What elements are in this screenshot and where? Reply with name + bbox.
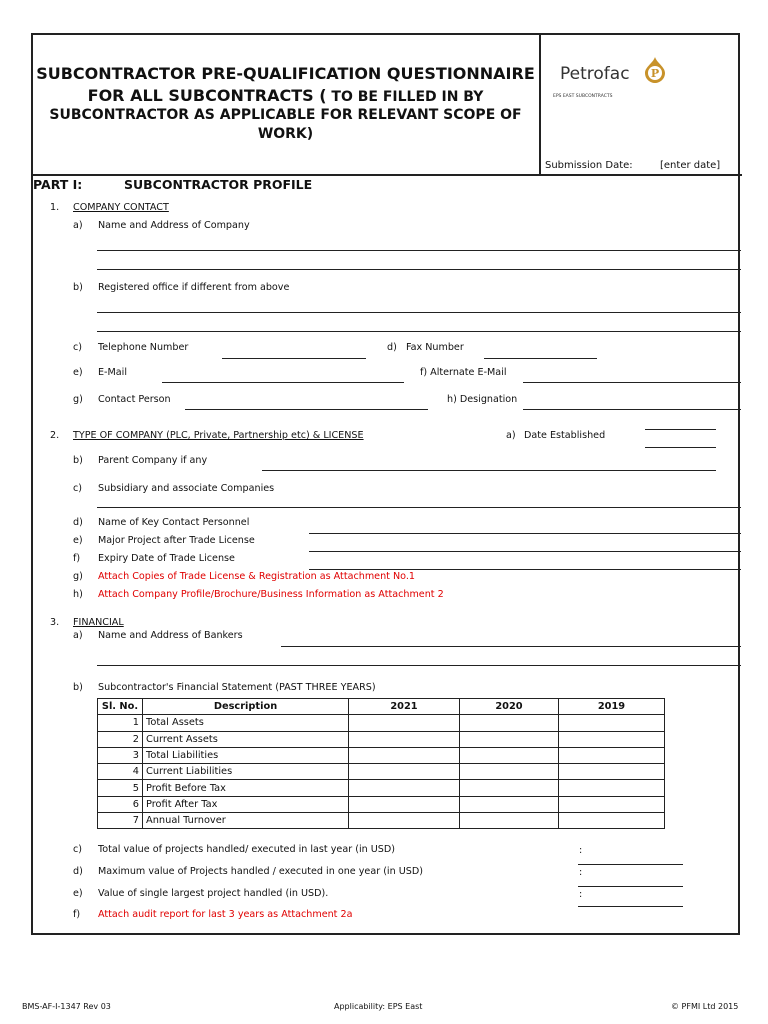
email-field[interactable] xyxy=(162,382,404,383)
license-expiry-label: Expiry Date of Trade License xyxy=(98,553,235,564)
telephone-label: Telephone Number xyxy=(98,342,189,353)
table-row xyxy=(98,813,665,829)
title-line-2a: FOR ALL SUBCONTRACTS ( xyxy=(87,86,327,105)
cell-2020[interactable] xyxy=(460,780,559,796)
cell-2020[interactable] xyxy=(460,796,559,812)
cell-2019[interactable] xyxy=(559,796,665,812)
key-contact-label: Name of Key Contact Personnel xyxy=(98,517,250,528)
s3-b-label: b) xyxy=(73,682,83,693)
title-line-4: WORK) xyxy=(257,126,314,142)
largest-project-field[interactable] xyxy=(578,906,683,907)
cell-2019[interactable] xyxy=(559,764,665,780)
alternate-email-field[interactable] xyxy=(523,382,741,383)
contact-person-label: Contact Person xyxy=(98,394,171,405)
part-title: SUBCONTRACTOR PROFILE xyxy=(124,177,313,192)
registered-office-line-1[interactable] xyxy=(97,312,741,313)
s3-e-label: e) xyxy=(73,888,83,899)
s3-c-label: c) xyxy=(73,844,83,855)
s2-f-label: f) xyxy=(73,553,81,564)
row-number: 3 xyxy=(98,747,143,763)
footer-applicability: Applicability: EPS East xyxy=(334,1002,423,1011)
title-line-1: SUBCONTRACTOR PRE-QUALIFICATION QUESTIONNAIRE xyxy=(36,64,535,83)
fax-field[interactable] xyxy=(484,358,597,359)
header-sl-no: Sl. No. xyxy=(98,699,143,715)
section-3-title: FINANCIAL xyxy=(73,617,124,628)
subsidiary-label: Subsidiary and associate Companies xyxy=(98,483,275,494)
attach-trade-license-note: Attach Copies of Trade License & Registration as Attachment No.1 xyxy=(98,571,415,582)
registered-office-label: Registered office if different from above xyxy=(98,282,290,293)
s2-d-label: d) xyxy=(73,517,83,528)
petrofac-logo-icon xyxy=(645,57,665,83)
largest-project-colon: : xyxy=(579,889,583,900)
row-description: Annual Turnover xyxy=(143,813,349,829)
header-divider xyxy=(31,174,742,176)
row-number: 4 xyxy=(98,764,143,780)
section-1-number: 1. xyxy=(50,202,60,213)
cell-2020[interactable] xyxy=(460,715,559,731)
section-1-title: COMPANY CONTACT xyxy=(73,202,169,213)
cell-2020[interactable] xyxy=(460,813,559,829)
s1-d-label: d) xyxy=(387,342,397,353)
cell-2019[interactable] xyxy=(559,747,665,763)
s2-c-label: c) xyxy=(73,483,83,494)
date-established-line-1[interactable] xyxy=(645,429,716,430)
footer-doc-number: BMS-AF-I-1347 Rev 03 xyxy=(22,1002,111,1011)
footer-copyright: © PFMI Ltd 2015 xyxy=(671,1002,739,1011)
table-row xyxy=(98,731,665,747)
s1-g-label: g) xyxy=(73,394,83,405)
alternate-email-label: f) Alternate E-Mail xyxy=(420,367,507,378)
largest-project-label: Value of single largest project handled (in USD). xyxy=(98,888,329,899)
cell-2020[interactable] xyxy=(460,731,559,747)
title-line-2b: TO BE FILLED IN BY xyxy=(326,89,484,105)
submission-label: Submission Date: xyxy=(545,160,633,171)
table-row xyxy=(98,715,665,731)
s3-d-label: d) xyxy=(73,866,83,877)
row-number: 2 xyxy=(98,731,143,747)
cell-2019[interactable] xyxy=(559,780,665,796)
section-3-number: 3. xyxy=(50,617,60,628)
financial-statement-table xyxy=(97,698,665,829)
s3-a-label: a) xyxy=(73,630,83,641)
license-expiry-field[interactable] xyxy=(309,569,741,570)
row-description: Total Assets xyxy=(143,715,349,731)
contact-person-field[interactable] xyxy=(185,409,428,410)
cell-2021[interactable] xyxy=(349,747,460,763)
title-line-3: SUBCONTRACTOR AS APPLICABLE FOR RELEVANT SCOPE OF xyxy=(49,107,522,123)
bankers-line-1[interactable] xyxy=(281,646,741,647)
company-name-line-2[interactable] xyxy=(97,269,741,270)
section-2-number: 2. xyxy=(50,430,60,441)
table-row xyxy=(98,747,665,763)
designation-label: h) Designation xyxy=(447,394,518,405)
brand-subtitle: EPS EAST SUBCONTRACTS xyxy=(553,94,613,99)
major-project-label: Major Project after Trade License xyxy=(98,535,255,546)
s2-e-label: e) xyxy=(73,535,83,546)
row-description: Total Liabilities xyxy=(143,747,349,763)
total-value-field[interactable] xyxy=(578,864,683,865)
s2-g-label: g) xyxy=(73,571,83,582)
bankers-label: Name and Address of Bankers xyxy=(98,630,243,641)
registered-office-line-2[interactable] xyxy=(97,331,741,332)
logo-divider xyxy=(539,33,541,175)
subsidiary-field[interactable] xyxy=(97,507,741,508)
row-description: Profit After Tax xyxy=(143,796,349,812)
petrofac-logo-text: Petrofac xyxy=(560,64,630,84)
row-number: 7 xyxy=(98,813,143,829)
part-label: PART I: xyxy=(33,177,83,192)
cell-2019[interactable] xyxy=(559,715,665,731)
s2-a-label: a) xyxy=(506,430,516,441)
s1-b-label: b) xyxy=(73,282,83,293)
total-value-label: Total value of projects handled/ executed in last year (in USD) xyxy=(98,844,395,855)
designation-field[interactable] xyxy=(523,409,741,410)
company-name-label: Name and Address of Company xyxy=(98,220,250,231)
row-description: Profit Before Tax xyxy=(143,780,349,796)
max-value-label: Maximum value of Projects handled / executed in one year (in USD) xyxy=(98,866,423,877)
s1-e-label: e) xyxy=(73,367,83,378)
header-2021: 2021 xyxy=(349,699,460,715)
cell-2021[interactable] xyxy=(349,813,460,829)
cell-2020[interactable] xyxy=(460,764,559,780)
table-header-row xyxy=(98,699,665,715)
cell-2021[interactable] xyxy=(349,780,460,796)
s1-c-label: c) xyxy=(73,342,83,353)
cell-2019[interactable] xyxy=(559,731,665,747)
s1-a-label: a) xyxy=(73,220,83,231)
date-established-line-2[interactable] xyxy=(645,447,716,448)
bankers-line-2[interactable] xyxy=(97,665,741,666)
s2-h-label: h) xyxy=(73,589,83,600)
row-number: 1 xyxy=(98,715,143,731)
parent-company-label: Parent Company if any xyxy=(98,455,208,466)
attach-company-profile-note: Attach Company Profile/Brochure/Business Information as Attachment 2 xyxy=(98,589,444,600)
max-value-colon: : xyxy=(579,867,583,878)
cell-2021[interactable] xyxy=(349,731,460,747)
fax-label: Fax Number xyxy=(406,342,464,353)
header-2020: 2020 xyxy=(460,699,559,715)
submission-date-value[interactable]: [enter date] xyxy=(660,160,721,171)
telephone-field[interactable] xyxy=(222,358,366,359)
title-line-2 xyxy=(33,86,538,105)
major-project-field[interactable] xyxy=(309,551,741,552)
cell-2020[interactable] xyxy=(460,747,559,763)
cell-2019[interactable] xyxy=(559,813,665,829)
svg-text:P: P xyxy=(650,67,660,80)
table-row xyxy=(98,764,665,780)
date-established-label: Date Established xyxy=(524,430,606,441)
table-row xyxy=(98,780,665,796)
company-name-line-1[interactable] xyxy=(97,250,741,251)
email-label: E-Mail xyxy=(98,367,128,378)
max-value-field[interactable] xyxy=(578,886,683,887)
total-value-colon: : xyxy=(579,845,583,856)
key-contact-field[interactable] xyxy=(309,533,741,534)
row-number: 6 xyxy=(98,796,143,812)
header-description: Description xyxy=(143,699,349,715)
row-description: Current Liabilities xyxy=(143,764,349,780)
cell-2021[interactable] xyxy=(349,796,460,812)
table-row xyxy=(98,796,665,812)
financial-statement-label: Subcontractor's Financial Statement (PAST THREE YEARS) xyxy=(98,682,376,693)
header-2019: 2019 xyxy=(559,699,665,715)
row-description: Current Assets xyxy=(143,731,349,747)
s2-b-label: b) xyxy=(73,455,83,466)
s3-f-label: f) xyxy=(73,909,81,920)
cell-2021[interactable] xyxy=(349,764,460,780)
parent-company-field[interactable] xyxy=(262,470,716,471)
section-2-title: TYPE OF COMPANY (PLC, Private, Partnership etc) & LICENSE xyxy=(73,430,364,441)
row-number: 5 xyxy=(98,780,143,796)
attach-audit-report-note: Attach audit report for last 3 years as Attachment 2a xyxy=(98,909,353,920)
cell-2021[interactable] xyxy=(349,715,460,731)
